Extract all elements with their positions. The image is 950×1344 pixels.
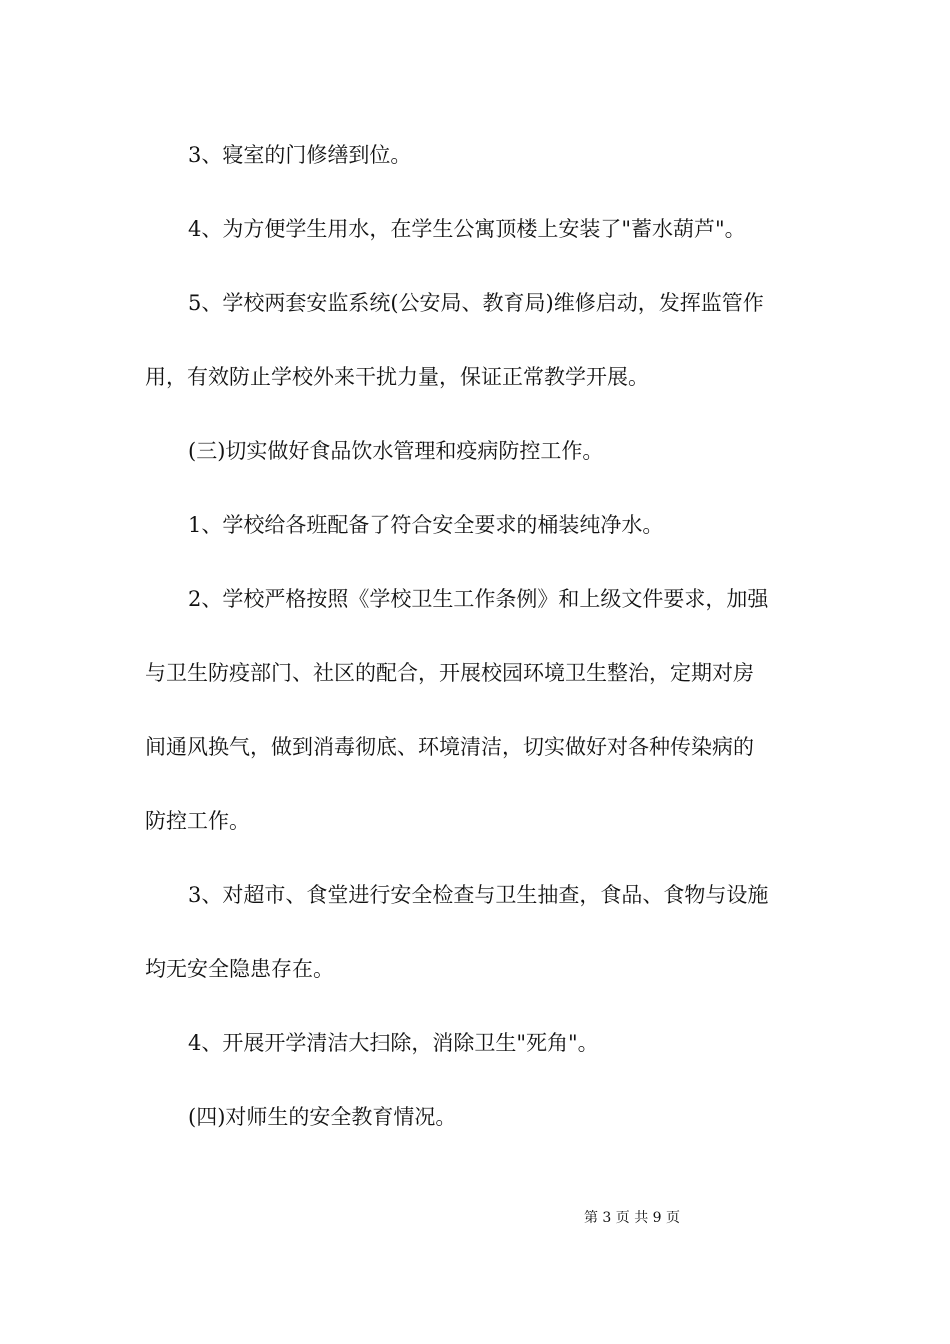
text-line: 均无安全隐患存在。 (145, 957, 334, 981)
text-line: 用，有效防止学校外来干扰力量，保证正常教学开展。 (145, 365, 649, 389)
section-heading: (三)切实做好食品饮水管理和疫病防控工作。 (188, 439, 604, 463)
text-line: 3、对超市、食堂进行安全检查与卫生抽查，食品、食物与设施 (188, 883, 769, 907)
text-line: 3、寝室的门修缮到位。 (188, 143, 412, 167)
text-line: 2、学校严格按照《学校卫生工作条例》和上级文件要求，加强 (188, 587, 769, 611)
text-line: 间通风换气，做到消毒彻底、环境清洁，切实做好对各种传染病的 (145, 735, 754, 759)
page-footer (0, 1208, 950, 1228)
text-line: 防控工作。 (145, 809, 250, 833)
text-line: 5、学校两套安监系统(公安局、教育局)维修启动，发挥监管作 (188, 291, 764, 315)
section-heading: (四)对师生的安全教育情况。 (188, 1105, 457, 1129)
text-line: 4、开展开学清洁大扫除，消除卫生"死角"。 (188, 1031, 599, 1055)
page-number: 第 3 页 共 9 页 (583, 1210, 681, 1226)
text-line: 4、为方便学生用水，在学生公寓顶楼上安装了"蓄水葫芦"。 (188, 217, 746, 241)
text-line: 与卫生防疫部门、社区的配合，开展校园环境卫生整治，定期对房 (145, 661, 754, 685)
text-line: 1、学校给各班配备了符合安全要求的桶装纯净水。 (188, 513, 664, 537)
